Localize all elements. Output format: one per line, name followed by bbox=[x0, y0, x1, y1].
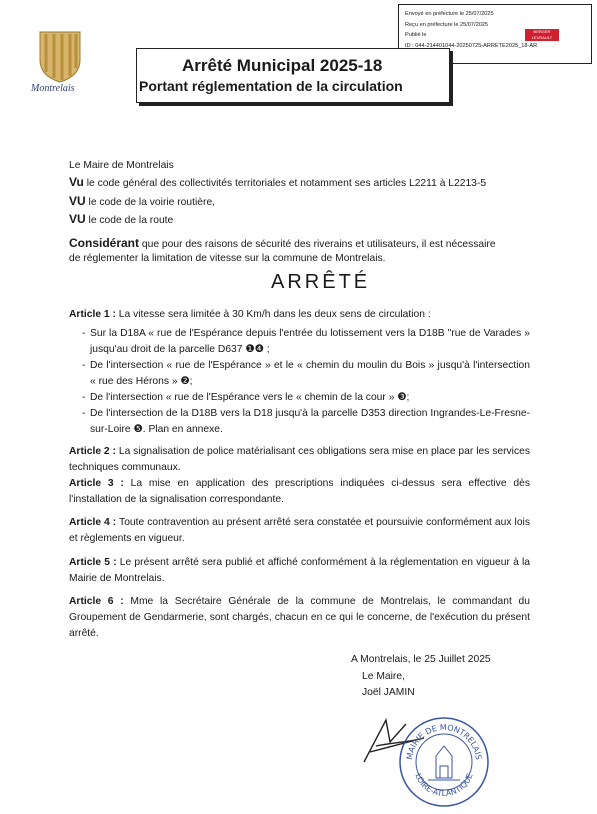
vu-line-1: Vu le code général des collectivités territoriales et notamment ses articles L2211 à L2213-5 bbox=[69, 175, 487, 189]
article-1-item: De l'intersection « rue de l'Espérance vers le « chemin de la cour » ❸; bbox=[90, 392, 410, 403]
article-1: Article 1 : La vitesse sera limitée à 30 Km/h dans les deux sens de circulation : bbox=[69, 309, 431, 320]
stamp-sent-date: Envoyé en préfecture le 25/07/2025 bbox=[405, 11, 494, 17]
place-date: A Montrelais, le 25 Juillet 2025 bbox=[351, 654, 491, 665]
mayor-line: Le Maire de Montrelais bbox=[69, 160, 174, 171]
svg-text:MAIRIE DE MONTRELAIS: MAIRIE DE MONTRELAIS bbox=[404, 722, 483, 761]
mairie-seal-icon bbox=[398, 716, 490, 808]
document-title: Arrêté Municipal 2025-18 bbox=[182, 56, 383, 75]
considerant-line-2: de réglementer la limitation de vitesse sur la commune de Montrelais. bbox=[69, 253, 386, 264]
article-2: Article 2 : La signalisation de police matérialisant ces obligations sera mise en place par les services techniques communaux. bbox=[69, 446, 530, 473]
stamp-published: Publié le bbox=[405, 32, 427, 38]
signer-role: Le Maire, bbox=[362, 671, 405, 682]
article-5: Article 5 : Le présent arrêté sera publié et affiché conformément à la réglementation en vigueur à la Mairie de Montrelais. bbox=[69, 557, 530, 584]
arrete-heading: ARRÊTÉ bbox=[271, 271, 371, 293]
article-6: Article 6 : Mme la Secrétaire Générale de la commune de Montrelais, le commandant du Groupement de Gendarmerie, sont chargés, chacun en ce qui le concerne, de l'exécution du présent arrêté. bbox=[69, 596, 530, 639]
document-subtitle: Portant réglementation de la circulation bbox=[139, 78, 403, 94]
article-3: Article 3 : La mise en application des prescriptions indiquées ci-dessus sera effective dès l'installation de la signalisation correspondante. bbox=[69, 478, 530, 505]
considerant-line: Considérant que pour des raisons de sécurité des riverains et utilisateurs, il est nécessaire bbox=[69, 236, 496, 250]
article-1-item: De l'intersection de la D18B vers la D18 jusqu'à la parcelle D353 direction Ingrandes-Le-Fresne-sur-Loire ❺. Plan en annexe. bbox=[90, 408, 530, 435]
article-1-item: Sur la D18A « rue de l'Espérance depuis l'entrée du lotissement vers la D18B "rue de Varades » jusqu'au droit de la parcelle D637 ❶❹ ; bbox=[90, 328, 530, 355]
vu-line-2: VU le code de la voirie routière, bbox=[69, 194, 216, 208]
signer-name: Joël JAMIN bbox=[362, 687, 415, 698]
stamp-received-date: Reçu en préfecture le 25/07/2025 bbox=[405, 21, 489, 28]
berger-levrault-logo: BERGER LEVRAULT bbox=[525, 29, 559, 41]
article-1-item: De l'intersection « rue de l'Espérance » et le « chemin du moulin du Bois » jusqu'à l'intersection « rue des Hérons » ❷; bbox=[90, 360, 530, 387]
article-4: Article 4 : Toute contravention au présent arrêté sera constatée et poursuivie conformément aux lois et règlements en vigueur. bbox=[69, 517, 530, 544]
vu-line-3: VU le code de la route bbox=[69, 212, 174, 226]
stamp-id: ID : 044-214401044-20250725-ARRETE2025_18-AR bbox=[405, 42, 538, 49]
logo-name: Montrelais bbox=[31, 83, 75, 94]
svg-text:LOIRE-ATLANTIQUE: LOIRE-ATLANTIQUE bbox=[413, 772, 475, 799]
